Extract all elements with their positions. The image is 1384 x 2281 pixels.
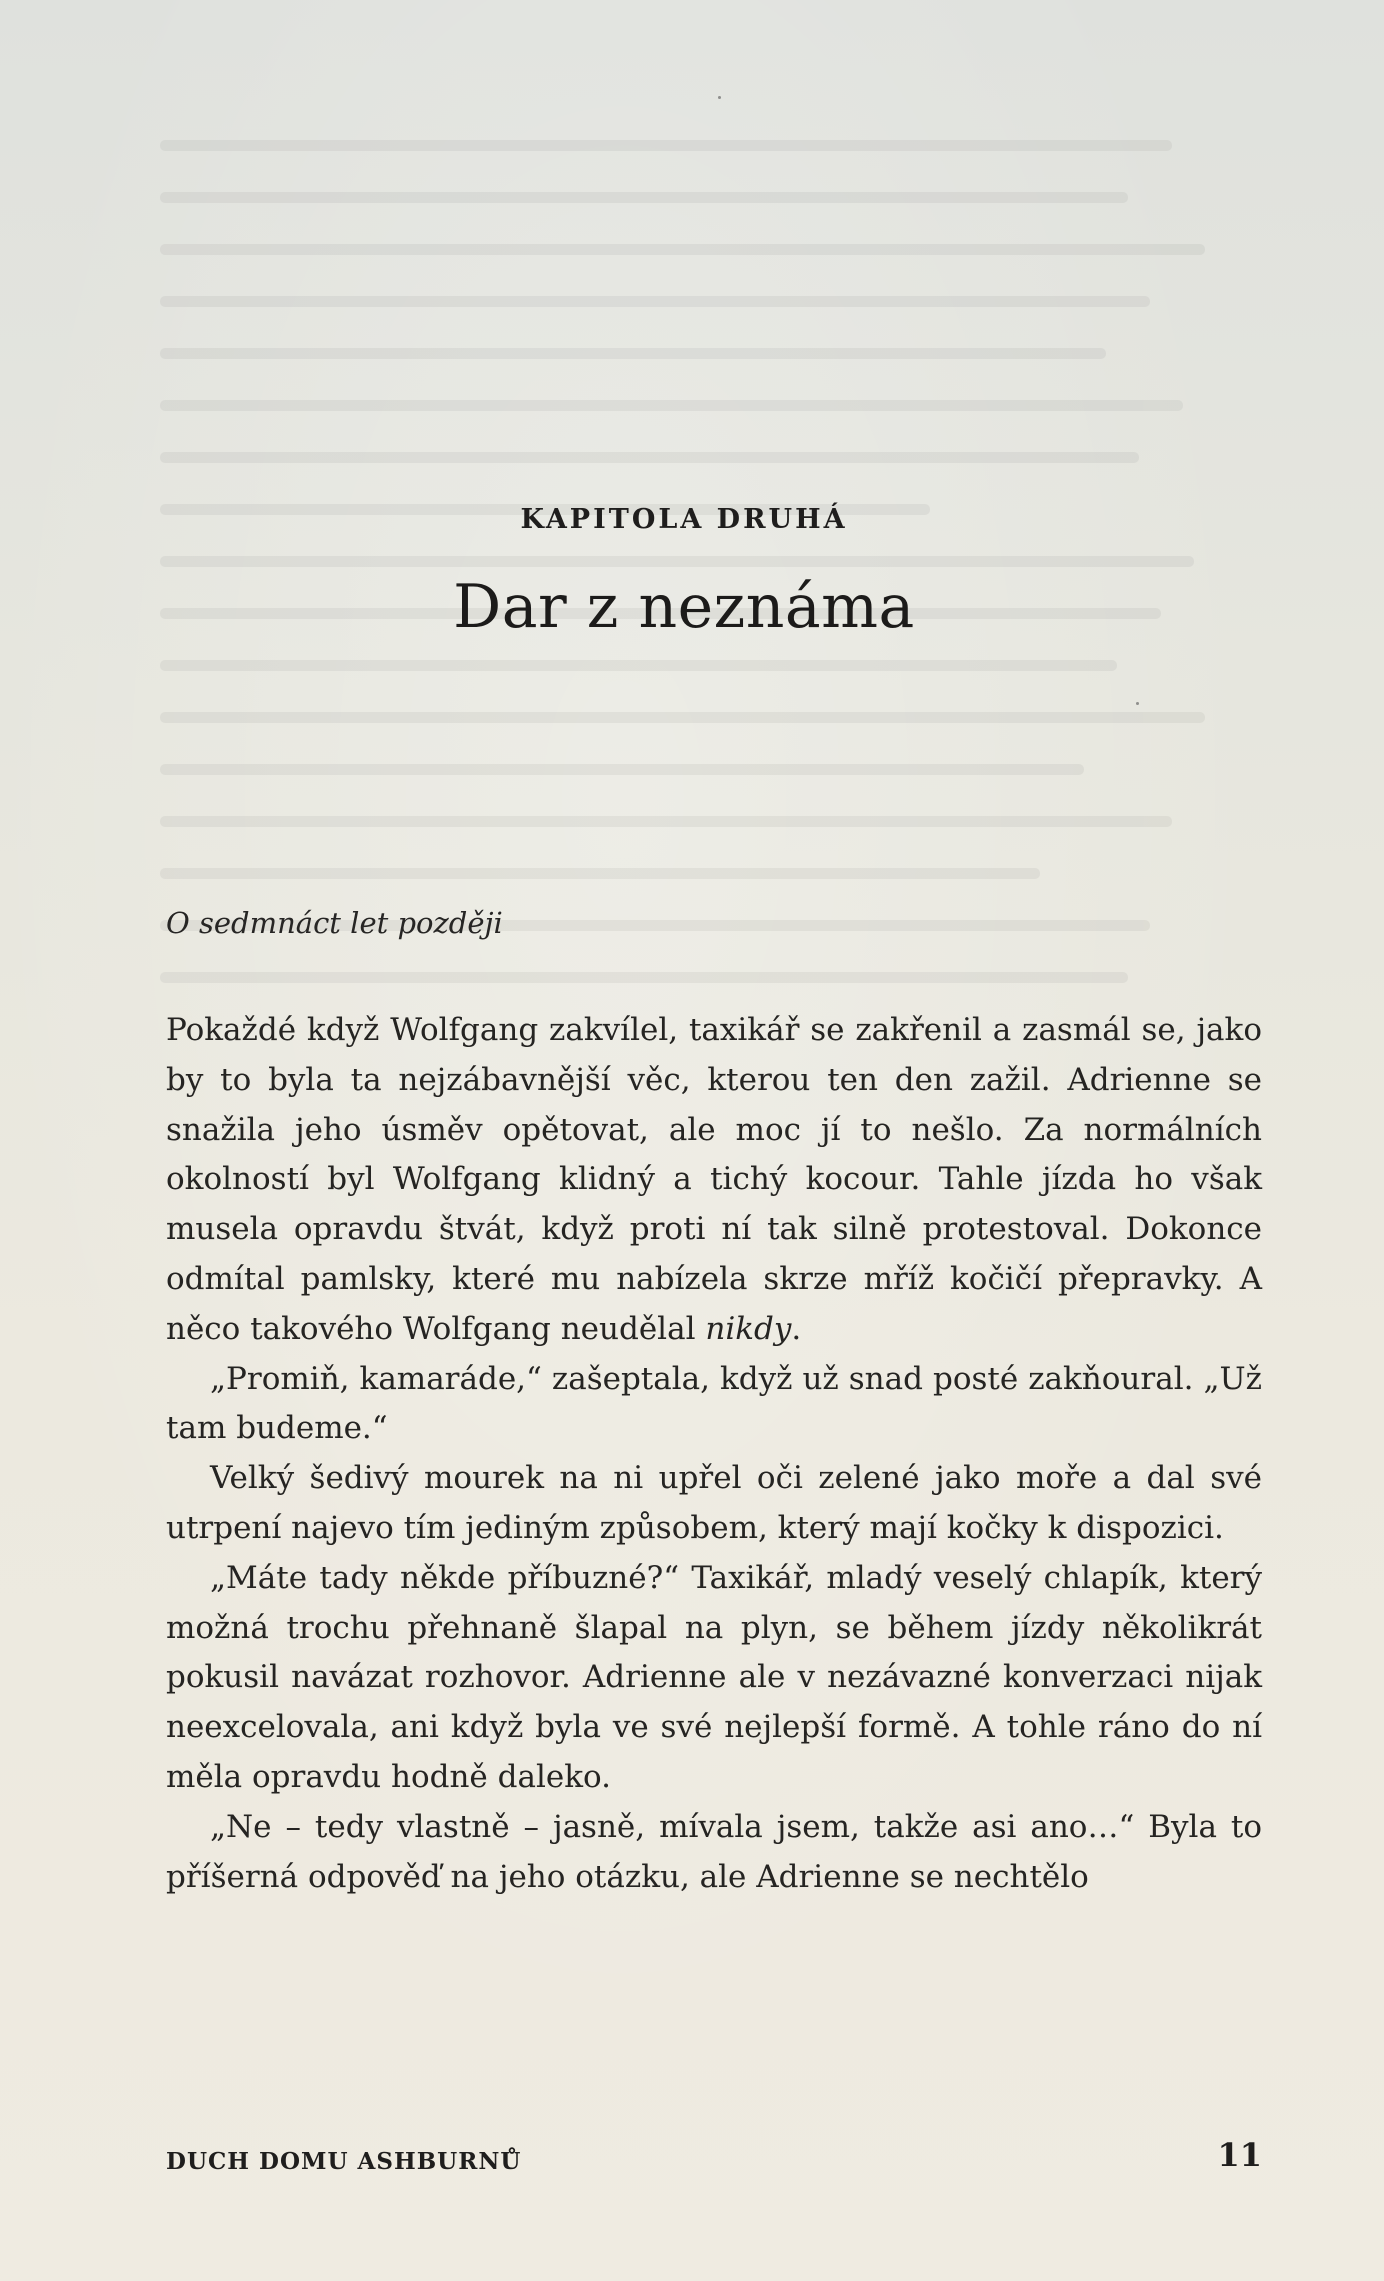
paragraph — [166, 1006, 1262, 1355]
chapter-title: Dar z neznáma — [453, 572, 915, 642]
time-epigraph: O sedmnáct let později — [166, 906, 503, 940]
paragraph-text: Pokaždé když Wolfgang zakvílel, taxikář se zakřenil a zasmál se, jako by to byla ta nejzábavnější věc, kterou ten den zažil. Adrienne se snažila jeho úsměv opětovat, ale moc jí to nešlo. Za normálních okolností byl Wolfgang klidný a tichý kocour. Tahle jízda ho však musela opravdu štvát, když proti ní tak silně protestoval. Dokonce odmítal pamlsky, které mu nabízela skrze mříž kočičí přepravky. A něco takového Wolfgang neudělal — [166, 1012, 1262, 1347]
paper-speck — [1136, 702, 1139, 705]
paragraph: „Ne – tedy vlastně – jasně, mívala jsem, takže asi ano…“ Byla to příšerná odpověď na jeho otázku, ale Adrienne se nechtělo — [166, 1808, 1262, 1895]
chapter-body — [166, 1006, 1262, 1902]
chapter-label: KAPITOLA DRUHÁ — [520, 504, 848, 535]
emphasized-word: nikdy — [705, 1310, 792, 1347]
page-number: 11 — [1217, 2136, 1262, 2174]
paper-speck — [718, 96, 721, 99]
running-footer-title: DUCH DOMU ASHBURNŮ — [166, 2148, 522, 2175]
paragraph: Velký šedivý mourek na ni upřel oči zelené jako moře a dal své utrpení najevo tím jediným způsobem, který mají kočky k dispozici. — [166, 1460, 1262, 1546]
paragraph-tail: . — [791, 1310, 802, 1347]
paragraph: „Máte tady někde příbuzné?“ Taxikář, mladý veselý chlapík, který možná trochu přehnaně šlapal na plyn, se během jízdy několikrát pokusil navázat rozhovor. Adrienne ale v nezávazné konverzaci nijak neexcelovala, ani když byla ve své nejlepší formě. A tohle ráno do ní měla opravdu hodně daleko. — [166, 1559, 1262, 1795]
paragraph: „Promiň, kamaráde,“ zašeptala, když už snad posté zakňoural. „Už tam budeme.“ — [166, 1360, 1262, 1447]
